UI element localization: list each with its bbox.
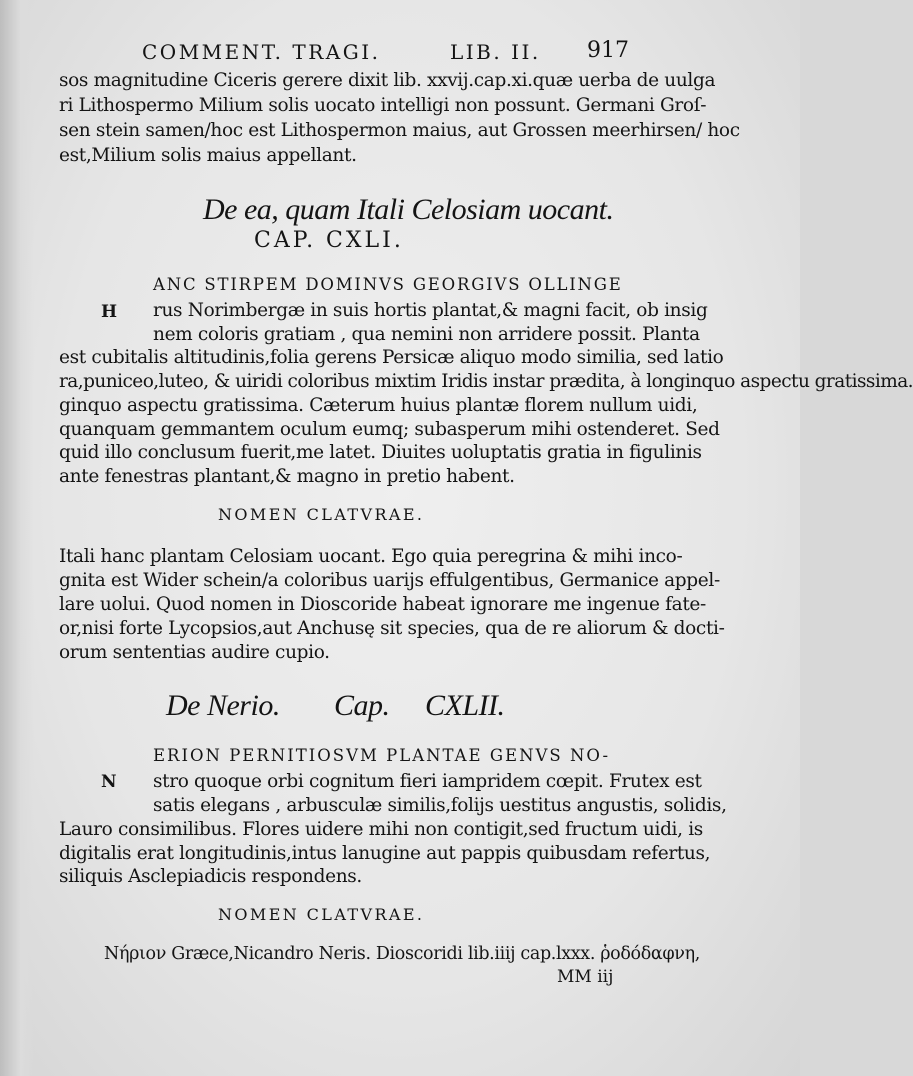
body-line: rus Norimbergæ in suis hortis plantat,& magni facit, ob insig <box>153 300 708 321</box>
header-book-number: LIB. II. <box>450 40 541 64</box>
nomenclature-heading: NOMEN CLATVRAE. <box>218 505 425 524</box>
body-line: ra,puniceo,luteo, & uiridi coloribus mixtim Iridis instar prædita, à longinquo aspectu gratissima. <box>59 371 913 392</box>
nomenclature-line: Νήριον Græce,Nicandro Neris. Dioscoridi lib.iiij cap.lxxx. ῥοδόδαφνη, <box>104 944 700 964</box>
body-line: quanquam gemmantem oculum eumq; subasperum mihi ostenderet. Sed <box>59 419 720 440</box>
drop-initial: N <box>101 772 117 792</box>
intro-line: sos magnitudine Ciceris gerere dixit lib. xxvij.cap.xi.quæ uerba de uulga <box>59 70 716 91</box>
nomenclature-line: Itali hanc plantam Celosiam uocant. Ego quia peregrina & mihi inco- <box>59 546 683 567</box>
body-line: digitalis erat longitudinis,intus lanugine aut pappis quibusdam refertus, <box>59 843 711 864</box>
drop-initial: H <box>101 302 118 322</box>
body-line: ante fenestras plantant,& magno in pretio habent. <box>59 466 515 487</box>
running-header <box>142 40 642 70</box>
intro-line: ri Lithospermo Milium solis uocato intelligi non possunt. Germani Groſ- <box>59 95 707 116</box>
intro-line: sen stein samen/hoc est Lithospermon maius, aut Grossen meerhirsen/ hoc <box>59 120 740 141</box>
nomenclature-line: orum sententias audire cupio. <box>59 642 330 663</box>
nomenclature-heading: NOMEN CLATVRAE. <box>218 905 425 924</box>
body-line: ginquo aspectu gratissima. Cæterum huius plantæ florem nullum uidi, <box>59 395 698 416</box>
page-number: 917 <box>587 38 629 63</box>
body-line: ERION PERNITIOSVM PLANTAE GENVS NO- <box>153 746 611 765</box>
signature-mark: MM iij <box>557 967 614 987</box>
body-line: Lauro consimilibus. Flores uidere mihi non contigit,sed fructum uidi, is <box>59 819 703 840</box>
header-title: COMMENT. TRAGI. <box>142 40 381 64</box>
nomenclature-line: or,nisi forte Lycopsios,aut Anchusę sit species, qua de re aliorum & docti- <box>59 618 725 639</box>
intro-line: est,Milium solis maius appellant. <box>59 145 357 166</box>
body-line: siliquis Asclepiadicis respondens. <box>59 866 362 887</box>
body-line: satis elegans , arbusculæ similis,folijs uestitus angustis, solidis, <box>153 795 727 816</box>
nomenclature-line: lare uolui. Quod nomen in Dioscoride habeat ignorare me ingenue fate- <box>59 594 706 615</box>
body-line: ANC STIRPEM DOMINVS GEORGIVS OLLINGE <box>153 275 623 294</box>
page-edge-shadow <box>0 0 34 1076</box>
body-line: est cubitalis altitudinis,folia gerens Persicæ aliquo modo similia, sed latio <box>59 347 724 368</box>
chapter-number: CAP. CXLI. <box>254 228 404 253</box>
nomenclature-line: gnita est Wider schein/a coloribus uarijs effulgentibus, Germanice appel- <box>59 570 720 591</box>
section-title: De ea, quam Itali Celosiam uocant. <box>203 193 614 226</box>
body-line: stro quoque orbi cognitum fieri iampridem cœpit. Frutex est <box>153 771 702 792</box>
section-title-number: CXLII. <box>425 689 505 722</box>
section-title: De Nerio. <box>166 689 280 722</box>
body-line: nem coloris gratiam , qua nemini non arridere possit. Planta <box>153 324 700 345</box>
section-title-cap: Cap. <box>334 689 390 722</box>
body-line: quid illo conclusum fuerit,me latet. Diuites uoluptatis gratia in figulinis <box>59 442 702 463</box>
